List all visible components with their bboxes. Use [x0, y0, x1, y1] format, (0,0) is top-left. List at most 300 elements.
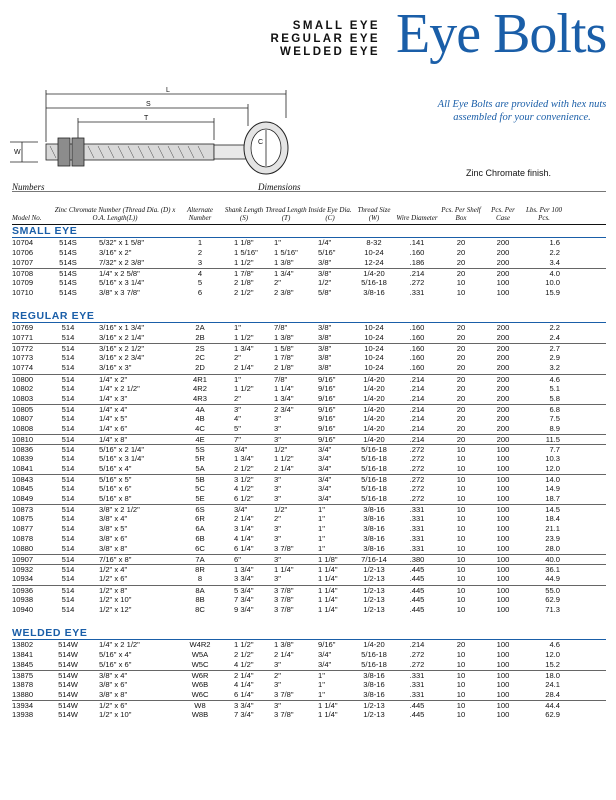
- table-row: [12, 595, 606, 605]
- cell-zinc-number: 514S: [59, 288, 77, 298]
- cell-wire-diameter: .160: [409, 333, 425, 343]
- cell-shank-length: 3 1/4": [234, 524, 254, 534]
- cell-zinc-number: 514: [61, 585, 75, 595]
- cell-inside-eye: 9/16": [318, 404, 336, 414]
- cell-shank-length: 6 1/2": [234, 494, 254, 504]
- cell-zinc-number: 514: [61, 505, 75, 515]
- cell-alternate: 3: [197, 258, 203, 268]
- cell-pcs-per-box: 10: [456, 689, 466, 699]
- dim-label-t: T: [144, 115, 149, 122]
- cell-shank-length: 4 1/4": [234, 534, 254, 544]
- cell-shank-length: 6 1/4": [234, 689, 254, 699]
- cell-shank-length: 3": [234, 404, 241, 414]
- table-row: [12, 605, 606, 615]
- cell-alternate: 8B: [195, 594, 205, 604]
- dim-label-c: C: [258, 139, 264, 146]
- cell-alternate: 8R: [195, 565, 205, 575]
- cell-lbs-per-100: 4.6: [549, 639, 560, 649]
- cell-size: 1/2" x 10": [99, 709, 132, 719]
- cell-zinc-number: 514: [61, 404, 75, 414]
- cell-size: 1/2" x 8": [99, 585, 128, 595]
- cell-size: 5/16" x 6": [99, 484, 132, 494]
- cell-wire-diameter: .214: [409, 404, 425, 414]
- cell-model-no: 10769: [12, 323, 34, 333]
- table-row: [12, 484, 606, 494]
- table-row: [12, 394, 606, 404]
- cell-wire-diameter: .272: [409, 278, 425, 288]
- col-lbs-per-100: Lbs. Per 100 Pcs.: [526, 206, 562, 222]
- cell-thread-length: 1 3/4": [274, 393, 294, 403]
- cell-alternate: 5A: [195, 463, 205, 473]
- cell-thread-size: 10-24: [364, 353, 384, 363]
- cell-lbs-per-100: 2.2: [549, 248, 560, 258]
- cell-size: 1/4" x 4": [99, 404, 128, 414]
- cell-size: 3/16" x 2": [99, 248, 132, 258]
- cell-lbs-per-100: 15.2: [545, 659, 560, 669]
- cell-model-no: 10709: [12, 278, 34, 288]
- cell-thread-size: 1/4-20: [363, 434, 385, 444]
- col-pcs-case: Pcs. Per Case: [491, 206, 515, 222]
- col-inside-eye: Inside Eye Dia. (C): [308, 206, 352, 222]
- cell-model-no: 10802: [12, 383, 34, 393]
- cell-wire-diameter: .331: [409, 514, 425, 524]
- cell-inside-eye: 1": [318, 670, 325, 680]
- cell-model-no: 13934: [12, 700, 34, 710]
- cell-wire-diameter: .272: [409, 444, 425, 454]
- cell-alternate: 5S: [195, 444, 205, 454]
- cell-thread-length: 3 7/8": [274, 604, 294, 614]
- cell-shank-length: 1": [234, 323, 241, 333]
- cell-pcs-per-box: 10: [456, 659, 466, 669]
- table-row: [12, 564, 606, 574]
- cell-wire-diameter: .380: [409, 555, 425, 565]
- cell-model-no: 10841: [12, 463, 34, 473]
- cell-wire-diameter: .331: [409, 288, 425, 298]
- cell-model-no: 10932: [12, 565, 34, 575]
- cell-shank-length: 2 1/2": [234, 463, 254, 473]
- table-row: [12, 514, 606, 524]
- cell-zinc-number: 514W: [58, 700, 78, 710]
- cell-alternate: 2C: [195, 353, 205, 363]
- cell-alternate: W6B: [191, 679, 209, 689]
- cell-lbs-per-100: 2.4: [549, 333, 560, 343]
- cell-thread-length: 2 3/4": [274, 404, 294, 414]
- table-row: [12, 444, 606, 454]
- cell-shank-length: 3 3/4": [234, 700, 254, 710]
- cell-model-no: 13878: [12, 679, 34, 689]
- cell-pcs-per-case: 100: [496, 689, 510, 699]
- cell-alternate: 5: [197, 278, 203, 288]
- cell-alternate: 7A: [195, 555, 205, 565]
- cell-lbs-per-100: 1.6: [549, 238, 560, 247]
- cell-model-no: 10772: [12, 344, 34, 354]
- cell-thread-size: 3/8-16: [363, 288, 385, 298]
- cell-thread-length: 3": [274, 423, 281, 433]
- finish-note: Zinc Chromate finish.: [466, 168, 552, 178]
- table-row: [12, 464, 606, 474]
- cell-pcs-per-box: 10: [456, 494, 466, 504]
- cell-shank-length: 2 1/4": [234, 514, 254, 524]
- cell-lbs-per-100: 7.5: [549, 413, 560, 423]
- table-row: [12, 404, 606, 414]
- cell-pcs-per-box: 20: [456, 413, 466, 423]
- cell-pcs-per-case: 200: [496, 374, 510, 384]
- cell-thread-length: 2": [274, 514, 281, 524]
- cell-thread-size: 1/4-20: [363, 383, 385, 393]
- cell-wire-diameter: .272: [409, 649, 425, 659]
- cell-alternate: W8: [194, 700, 206, 710]
- cell-thread-size: 5/16-18: [361, 649, 387, 659]
- cell-inside-eye: 1": [318, 679, 325, 689]
- cell-wire-diameter: .331: [409, 689, 425, 699]
- section-spacer: [12, 615, 606, 627]
- cell-pcs-per-case: 100: [496, 474, 510, 484]
- cell-pcs-per-box: 10: [456, 524, 466, 534]
- dim-label-s: S: [146, 101, 151, 108]
- cell-pcs-per-case: 100: [496, 534, 510, 544]
- cell-lbs-per-100: 7.7: [549, 444, 560, 454]
- cell-pcs-per-box: 10: [456, 484, 466, 494]
- cell-pcs-per-box: 10: [456, 670, 466, 680]
- section-heading: SMALL EYE: [12, 225, 606, 238]
- col-shank: Shank Length (S): [224, 206, 264, 222]
- cell-zinc-number: 514S: [59, 269, 77, 279]
- cell-pcs-per-case: 200: [496, 258, 510, 268]
- cell-thread-length: 2 3/8": [274, 288, 294, 298]
- cell-zinc-number: 514: [61, 423, 75, 433]
- cell-pcs-per-case: 200: [496, 423, 510, 433]
- cell-pcs-per-box: 10: [456, 604, 466, 614]
- cell-shank-length: 2 1/2": [234, 649, 254, 659]
- cell-size: 5/16" x 6": [99, 659, 132, 669]
- cell-thread-size: 5/16-18: [361, 474, 387, 484]
- cell-model-no: 10771: [12, 333, 34, 343]
- cell-alternate: 4R3: [193, 393, 207, 403]
- cell-thread-length: 1 7/8": [274, 353, 294, 363]
- cell-pcs-per-case: 200: [496, 363, 510, 373]
- cell-pcs-per-case: 100: [496, 484, 510, 494]
- col-model: Model No.: [12, 213, 42, 222]
- cell-size: 5/16" x 3 1/4": [99, 453, 145, 463]
- cell-inside-eye: 1": [318, 544, 325, 554]
- cell-shank-length: 2 1/2": [234, 288, 254, 298]
- table-row: [12, 554, 606, 564]
- cell-thread-length: 3 7/8": [274, 594, 294, 604]
- cell-shank-length: 1 1/2": [234, 383, 254, 393]
- cell-thread-size: 5/16-18: [361, 659, 387, 669]
- cell-shank-length: 3/4": [234, 444, 248, 454]
- cell-pcs-per-box: 20: [456, 353, 466, 363]
- cell-thread-length: 1 1/2": [274, 453, 294, 463]
- subtitle-small-eye: SMALL EYE: [292, 20, 380, 32]
- table-row: [12, 424, 606, 434]
- cell-size: 1/4" x 2 1/2": [99, 639, 140, 649]
- cell-thread-size: 1/2-13: [363, 594, 385, 604]
- cell-pcs-per-box: 10: [456, 574, 466, 584]
- cell-thread-length: 3": [274, 494, 281, 504]
- cell-size: 3/8" x 4": [99, 670, 128, 680]
- cell-shank-length: 1 1/2": [234, 333, 254, 343]
- cell-model-no: 10774: [12, 363, 34, 373]
- cell-pcs-per-box: 10: [456, 700, 466, 710]
- cell-size: 5/16" x 4": [99, 463, 132, 473]
- cell-model-no: 10800: [12, 374, 34, 384]
- cell-shank-length: 1 1/8": [234, 238, 254, 247]
- cell-thread-length: 3 7/8": [274, 544, 294, 554]
- cell-size: 1/4" x 5": [99, 413, 128, 423]
- cell-model-no: 10839: [12, 453, 34, 463]
- cell-pcs-per-case: 100: [496, 463, 510, 473]
- cell-lbs-per-100: 12.0: [545, 649, 560, 659]
- cell-wire-diameter: .331: [409, 505, 425, 515]
- cell-lbs-per-100: 71.3: [545, 604, 560, 614]
- table-row: [12, 434, 606, 444]
- cell-zinc-number: 514: [61, 534, 75, 544]
- cell-inside-eye: 9/16": [318, 393, 336, 403]
- table-row: [12, 650, 606, 660]
- cell-inside-eye: 1": [318, 534, 325, 544]
- cell-model-no: 10810: [12, 434, 34, 444]
- cell-shank-length: 2": [234, 393, 241, 403]
- cell-lbs-per-100: 2.9: [549, 353, 560, 363]
- cell-pcs-per-case: 200: [496, 238, 510, 247]
- cell-inside-eye: 1 1/4": [318, 594, 338, 604]
- cell-pcs-per-box: 10: [456, 505, 466, 515]
- table-row: [12, 353, 606, 363]
- cell-wire-diameter: .445: [409, 585, 425, 595]
- cell-thread-length: 2": [274, 670, 281, 680]
- cell-pcs-per-case: 100: [496, 585, 510, 595]
- cell-model-no: 10938: [12, 594, 34, 604]
- cell-lbs-per-100: 18.4: [545, 514, 560, 524]
- cell-size: 1/2" x 12": [99, 604, 132, 614]
- cell-alternate: W6R: [191, 670, 209, 680]
- cell-inside-eye: 1 1/4": [318, 585, 338, 595]
- cell-alternate: 8C: [195, 604, 205, 614]
- cell-pcs-per-case: 100: [496, 494, 510, 504]
- table-row: [12, 268, 606, 278]
- cell-model-no: 10805: [12, 404, 34, 414]
- cell-wire-diameter: .331: [409, 679, 425, 689]
- cell-lbs-per-100: 14.9: [545, 484, 560, 494]
- cell-lbs-per-100: 24.1: [545, 679, 560, 689]
- cell-size: 5/16" x 8": [99, 494, 132, 504]
- cell-alternate: 4C: [195, 423, 205, 433]
- cell-thread-size: 5/16-18: [361, 278, 387, 288]
- cell-zinc-number: 514: [61, 604, 75, 614]
- table-row: [12, 363, 606, 373]
- cell-size: 1/2" x 6": [99, 574, 128, 584]
- cell-pcs-per-box: 20: [456, 258, 466, 268]
- cell-model-no: 13845: [12, 659, 34, 669]
- cell-thread-length: 1 1/4": [274, 383, 294, 393]
- cell-thread-length: 7/8": [274, 323, 288, 333]
- cell-wire-diameter: .160: [409, 353, 425, 363]
- cell-lbs-per-100: 23.9: [545, 534, 560, 544]
- cell-shank-length: 2 1/4": [234, 670, 254, 680]
- cell-pcs-per-case: 200: [496, 413, 510, 423]
- table-row: [12, 323, 606, 333]
- cell-model-no: 10807: [12, 413, 34, 423]
- cell-size: 1/2" x 6": [99, 700, 128, 710]
- cell-wire-diameter: .186: [409, 258, 425, 268]
- cell-wire-diameter: .331: [409, 670, 425, 680]
- cell-thread-size: 1/4-20: [363, 639, 385, 649]
- cell-pcs-per-box: 10: [456, 463, 466, 473]
- cell-model-no: 10773: [12, 353, 34, 363]
- cell-alternate: 6S: [195, 505, 205, 515]
- cell-thread-size: 3/8-16: [363, 524, 385, 534]
- section-spacer: [12, 298, 606, 310]
- cell-pcs-per-case: 100: [496, 544, 510, 554]
- cell-zinc-number: 514: [61, 344, 75, 354]
- cell-wire-diameter: .445: [409, 565, 425, 575]
- cell-lbs-per-100: 62.9: [545, 709, 560, 719]
- cell-zinc-number: 514W: [58, 659, 78, 669]
- cell-size: 7/32" x 2 3/8": [99, 258, 145, 268]
- cell-thread-size: 5/16-18: [361, 444, 387, 454]
- subtitle-regular-eye: REGULAR EYE: [270, 33, 380, 45]
- table-row: [12, 690, 606, 700]
- cell-alternate: 4E: [195, 434, 205, 444]
- cell-inside-eye: 9/16": [318, 413, 336, 423]
- cell-alternate: 5R: [195, 453, 205, 463]
- cell-inside-eye: 1 1/4": [318, 565, 338, 575]
- cell-size: 1/4" x 6": [99, 423, 128, 433]
- cell-alternate: 6A: [195, 524, 205, 534]
- cell-alternate: W5C: [191, 659, 209, 669]
- cell-lbs-per-100: 28.4: [545, 689, 560, 699]
- cell-pcs-per-case: 200: [496, 383, 510, 393]
- cell-zinc-number: 514: [61, 594, 75, 604]
- cell-thread-length: 2 1/4": [274, 649, 294, 659]
- cell-pcs-per-box: 10: [456, 679, 466, 689]
- cell-wire-diameter: .160: [409, 248, 425, 258]
- cell-alternate: 6: [197, 288, 203, 298]
- cell-thread-length: 1 3/8": [274, 639, 294, 649]
- cell-inside-eye: 3/8": [318, 353, 332, 363]
- cell-lbs-per-100: 2.7: [549, 344, 560, 354]
- cell-thread-length: 1 1/4": [274, 565, 294, 575]
- cell-zinc-number: 514: [61, 544, 75, 554]
- cell-inside-eye: 9/16": [318, 434, 336, 444]
- cell-wire-diameter: .331: [409, 534, 425, 544]
- cell-pcs-per-box: 20: [456, 238, 466, 247]
- cell-inside-eye: 9/16": [318, 374, 336, 384]
- cell-model-no: 10849: [12, 494, 34, 504]
- cell-thread-size: 5/16-18: [361, 494, 387, 504]
- cell-zinc-number: 514: [61, 565, 75, 575]
- cell-alternate: 5C: [195, 484, 205, 494]
- cell-shank-length: 5 3/4": [234, 585, 254, 595]
- cell-thread-size: 12-24: [364, 258, 384, 268]
- numbers-group-label: Numbers: [12, 182, 45, 192]
- dim-label-l: L: [166, 87, 170, 94]
- cell-pcs-per-box: 10: [456, 534, 466, 544]
- cell-thread-length: 1 5/16": [274, 248, 298, 258]
- cell-wire-diameter: .214: [409, 269, 425, 279]
- cell-shank-length: 7": [234, 434, 241, 444]
- cell-pcs-per-box: 10: [456, 453, 466, 463]
- cell-zinc-number: 514: [61, 574, 75, 584]
- cell-size: 3/8" x 8": [99, 544, 128, 554]
- cell-thread-length: 3 7/8": [274, 585, 294, 595]
- eye-bolt-diagram: [8, 82, 298, 178]
- cell-inside-eye: 9/16": [318, 423, 336, 433]
- table-row: [12, 660, 606, 670]
- cell-size: 3/16" x 2 1/2": [99, 344, 145, 354]
- cell-size: 1/2" x 4": [99, 565, 128, 575]
- cell-shank-length: 1 3/4": [234, 565, 254, 575]
- cell-lbs-per-100: 44.9: [545, 574, 560, 584]
- cell-alternate: 4R1: [193, 374, 207, 384]
- cell-lbs-per-100: 8.9: [549, 423, 560, 433]
- cell-shank-length: 2 1/8": [234, 278, 254, 288]
- cell-model-no: 13875: [12, 670, 34, 680]
- col-alternate: Alternate Number: [186, 206, 214, 222]
- cell-thread-size: 1/4-20: [363, 269, 385, 279]
- cell-inside-eye: 3/8": [318, 323, 332, 333]
- cell-pcs-per-box: 20: [456, 434, 466, 444]
- cell-thread-size: 10-24: [364, 344, 384, 354]
- col-pcs-shelf-box: Pcs. Per Shelf Box: [441, 206, 481, 222]
- cell-inside-eye: 3/4": [318, 484, 332, 494]
- cell-pcs-per-case: 100: [496, 453, 510, 463]
- table-row: [12, 374, 606, 384]
- cell-wire-diameter: .272: [409, 484, 425, 494]
- cell-pcs-per-case: 100: [496, 555, 510, 565]
- cell-shank-length: 4 1/2": [234, 659, 254, 669]
- cell-size: 3/8" x 2 1/2": [99, 505, 140, 515]
- cell-thread-size: 1/2-13: [363, 574, 385, 584]
- cell-wire-diameter: .160: [409, 363, 425, 373]
- cell-lbs-per-100: 18.7: [545, 494, 560, 504]
- cell-wire-diameter: .272: [409, 494, 425, 504]
- cell-inside-eye: 3/8": [318, 258, 332, 268]
- cell-inside-eye: 3/4": [318, 453, 332, 463]
- cell-wire-diameter: .214: [409, 383, 425, 393]
- cell-size: 5/16" x 5": [99, 474, 132, 484]
- cell-inside-eye: 1": [318, 505, 325, 515]
- table-row: [12, 333, 606, 343]
- cell-thread-size: 10-24: [364, 363, 384, 373]
- cell-model-no: 10843: [12, 474, 34, 484]
- cell-pcs-per-box: 10: [456, 585, 466, 595]
- cell-thread-size: 3/8-16: [363, 534, 385, 544]
- cell-pcs-per-case: 100: [496, 679, 510, 689]
- cell-zinc-number: 514W: [58, 689, 78, 699]
- cell-pcs-per-box: 20: [456, 269, 466, 279]
- cell-zinc-number: 514: [61, 453, 75, 463]
- cell-thread-length: 3 7/8": [274, 709, 294, 719]
- cell-lbs-per-100: 2.2: [549, 323, 560, 333]
- cell-thread-size: 1/2-13: [363, 585, 385, 595]
- cell-pcs-per-box: 20: [456, 248, 466, 258]
- cell-thread-size: 3/8-16: [363, 544, 385, 554]
- cell-thread-size: 1/2-13: [363, 565, 385, 575]
- cell-thread-length: 3": [274, 524, 281, 534]
- cell-wire-diameter: .214: [409, 423, 425, 433]
- cell-wire-diameter: .445: [409, 604, 425, 614]
- cell-alternate: 1: [197, 238, 203, 247]
- cell-zinc-number: 514: [61, 514, 75, 524]
- cell-inside-eye: 3/4": [318, 474, 332, 484]
- cell-size: 3/16" x 1 3/4": [99, 323, 145, 333]
- cell-shank-length: 1 1/2": [234, 639, 254, 649]
- table-row: [12, 585, 606, 595]
- cell-wire-diameter: .214: [409, 393, 425, 403]
- cell-thread-length: 3": [274, 555, 281, 565]
